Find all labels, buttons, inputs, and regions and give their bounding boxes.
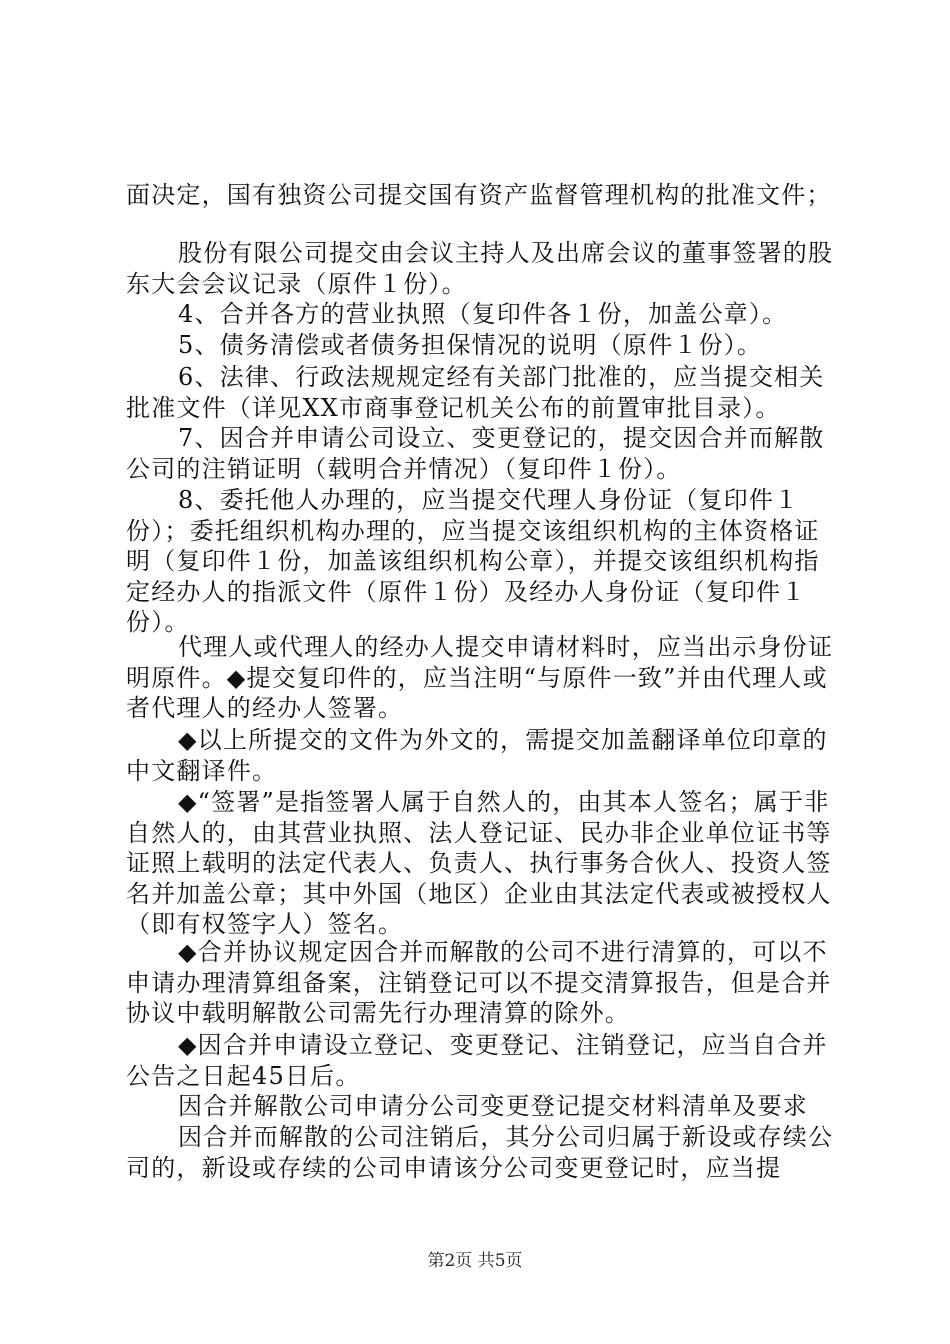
paragraph-9: ◆以上所提交的文件为外文的，需提交加盖翻译单位印章的中文翻译件。 bbox=[126, 726, 828, 785]
paragraph-1: 面决定，国有独资公司提交国有资产监督管理机构的批准文件； bbox=[126, 181, 832, 209]
paragraph-2: 股份有限公司提交由会议主持人及出席会议的董事签署的股东大会会议记录（原件１份）。 bbox=[126, 239, 834, 298]
paragraph-3: 4、合并各方的营业执照（复印件各１份，加盖公章）。 bbox=[178, 300, 788, 328]
paragraph-12: ◆因合并申请设立登记、变更登记、注销登记，应当自合并公告之日起45日后。 bbox=[126, 1031, 828, 1090]
paragraph-5: 6、法律、行政法规规定经有关部门批准的，应当提交相关批准文件（详见XX市商事登记机关公布的前置审批目录）。 bbox=[126, 363, 825, 422]
paragraph-10: ◆“签署”是指签署人属于自然人的，由其本人签名；属于非自然人的，由其营业执照、法人登记证、民办非企业单位证书等证照上载明的法定代表人、负责人、执行事务合伙人、投资人签名并加盖公章；其中外国（地区）企业由其法定代表或被授权人（即有权签字人）签名。 bbox=[126, 788, 832, 938]
paragraph-8: 代理人或代理人的经办人提交申请材料时，应当出示身份证明原件。◆提交复印件的，应当注明“与原件一致”并由代理人或者代理人的经办人签署。 bbox=[126, 633, 834, 722]
paragraph-6: 7、因合并申请公司设立、变更登记的，提交因合并而解散公司的注销证明（载明合并情况）（复印件１份）。 bbox=[126, 424, 825, 483]
section-heading: 因合并解散公司申请分公司变更登记提交材料清单及要求 bbox=[178, 1092, 808, 1120]
paragraph-4: 5、债务清偿或者债务担保情况的说明（原件１份）。 bbox=[178, 331, 763, 359]
paragraph-13: 因合并而解散的公司注销后，其分公司归属于新设或存续公司的，新设或存续的公司申请该分公司变更登记时，应当提 bbox=[126, 1123, 834, 1182]
page-number-footer: 第2页 共5页 bbox=[427, 1251, 523, 1271]
paragraph-7: 8、委托他人办理的，应当提交代理人身份证（复印件１份）；委托组织机构办理的，应当提交该组织机构的主体资格证明（复印件１份，加盖该组织机构公章），并提交该组织机构指定经办人的指派文件（原件１份）及经办人身份证（复印件１份）。 bbox=[126, 486, 820, 636]
paragraph-11: ◆合并协议规定因合并而解散的公司不进行清算的，可以不申请办理清算组备案，注销登记可以不提交清算报告，但是合并协议中载明解散公司需先行办理清算的除外。 bbox=[126, 938, 832, 1027]
